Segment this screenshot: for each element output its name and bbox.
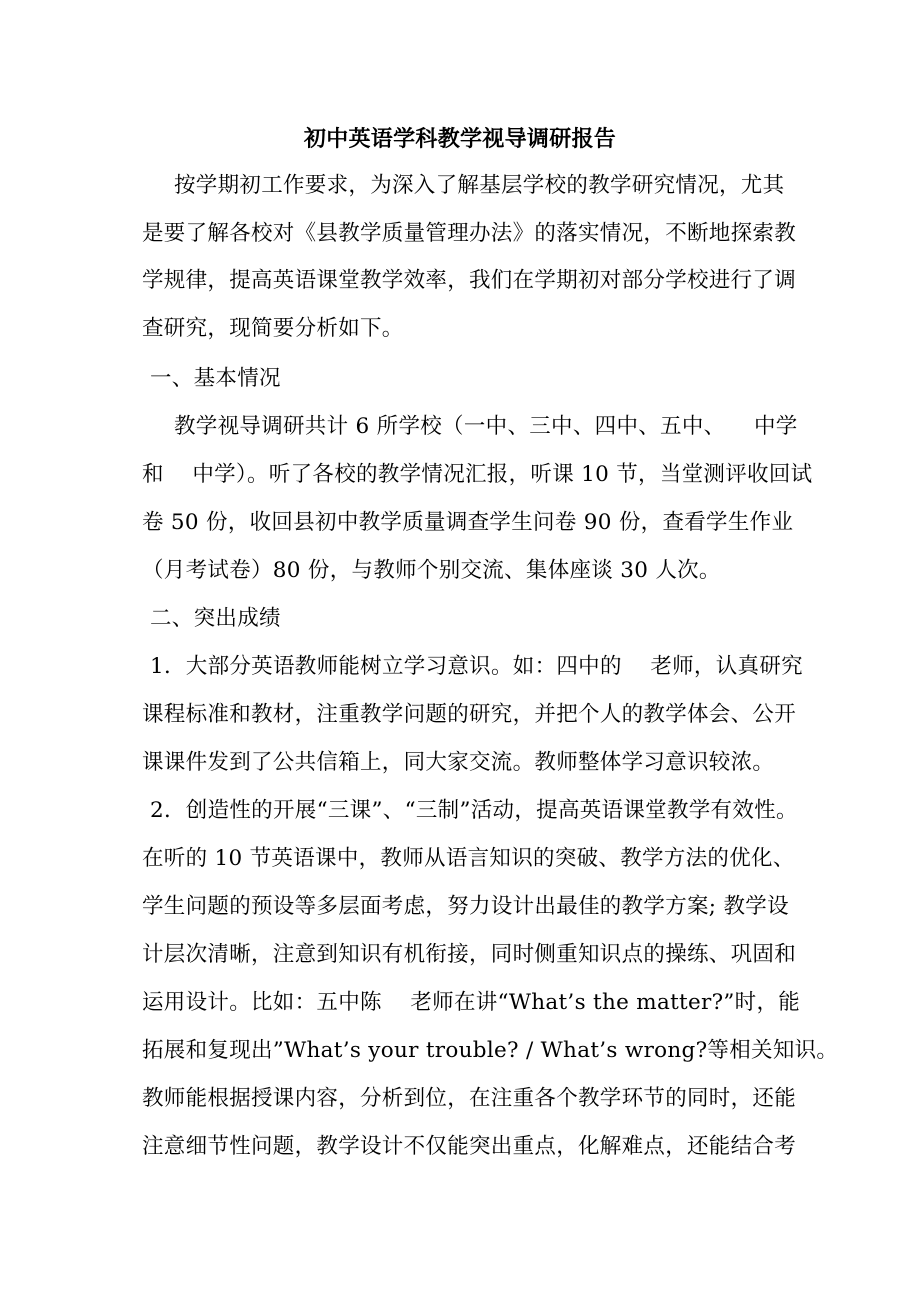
section1-line: 卷 50 份，收回县初中教学质量调查学生问卷 90 份，查看学生作业	[142, 510, 794, 535]
intro-line: 按学期初工作要求，为深入了解基层学校的教学研究情况，尤其	[174, 173, 785, 198]
item2-line: 2．创造性的开展“三课”、“三制”活动，提高英语课堂教学有效性。	[150, 798, 798, 823]
item1-line: 课课件发到了公共信箱上，同大家交流。教师整体学习意识较浓。	[142, 750, 775, 775]
item2-line: 拓展和复现出”What’s your trouble? / What’s wrong?等相关知识。	[142, 1038, 839, 1063]
item1-line: 课程标准和教材，注重教学问题的研究，并把个人的教学体会、公开	[142, 702, 797, 727]
section-heading-basic: 一、基本情况	[150, 366, 281, 391]
item2-line: 教师能根据授课内容，分析到位，在注重各个教学环节的同时，还能	[142, 1086, 797, 1111]
section1-line: 和 中学）。听了各校的教学情况汇报，听课 10 节，当堂测评收回试	[142, 462, 813, 487]
item2-line: 注意细节性问题，教学设计不仅能突出重点，化解难点，还能结合考	[142, 1134, 797, 1159]
section-heading-achievements: 二、突出成绩	[150, 606, 281, 631]
item2-line: 在听的 10 节英语课中，教师从语言知识的突破、教学方法的优化、	[142, 846, 795, 871]
item2-line: 运用设计。比如：五中陈 老师在讲“What’s the matter?”时，能	[142, 990, 801, 1015]
document-title: 初中英语学科教学视导调研报告	[303, 126, 617, 152]
item2-line: 计层次清晰，注意到知识有机衔接，同时侧重知识点的操练、巩固和	[142, 942, 797, 967]
intro-line: 是要了解各校对《县教学质量管理办法》的落实情况，不断地探索教	[142, 221, 797, 246]
item1-line: 1．大部分英语教师能树立学习意识。如：四中的 老师，认真研究	[150, 654, 803, 679]
section1-line: 教学视导调研共计 6 所学校（一中、三中、四中、五中、 中学	[174, 414, 798, 439]
intro-line: 学规律，提高英语课堂教学效率，我们在学期初对部分学校进行了调	[142, 268, 797, 293]
item2-line: 学生问题的预设等多层面考虑，努力设计出最佳的教学方案; 教学设	[142, 894, 789, 919]
intro-line: 查研究，现简要分析如下。	[142, 316, 404, 341]
section1-line: （月考试卷）80 份，与教师个别交流、集体座谈 30 人次。	[142, 558, 721, 583]
